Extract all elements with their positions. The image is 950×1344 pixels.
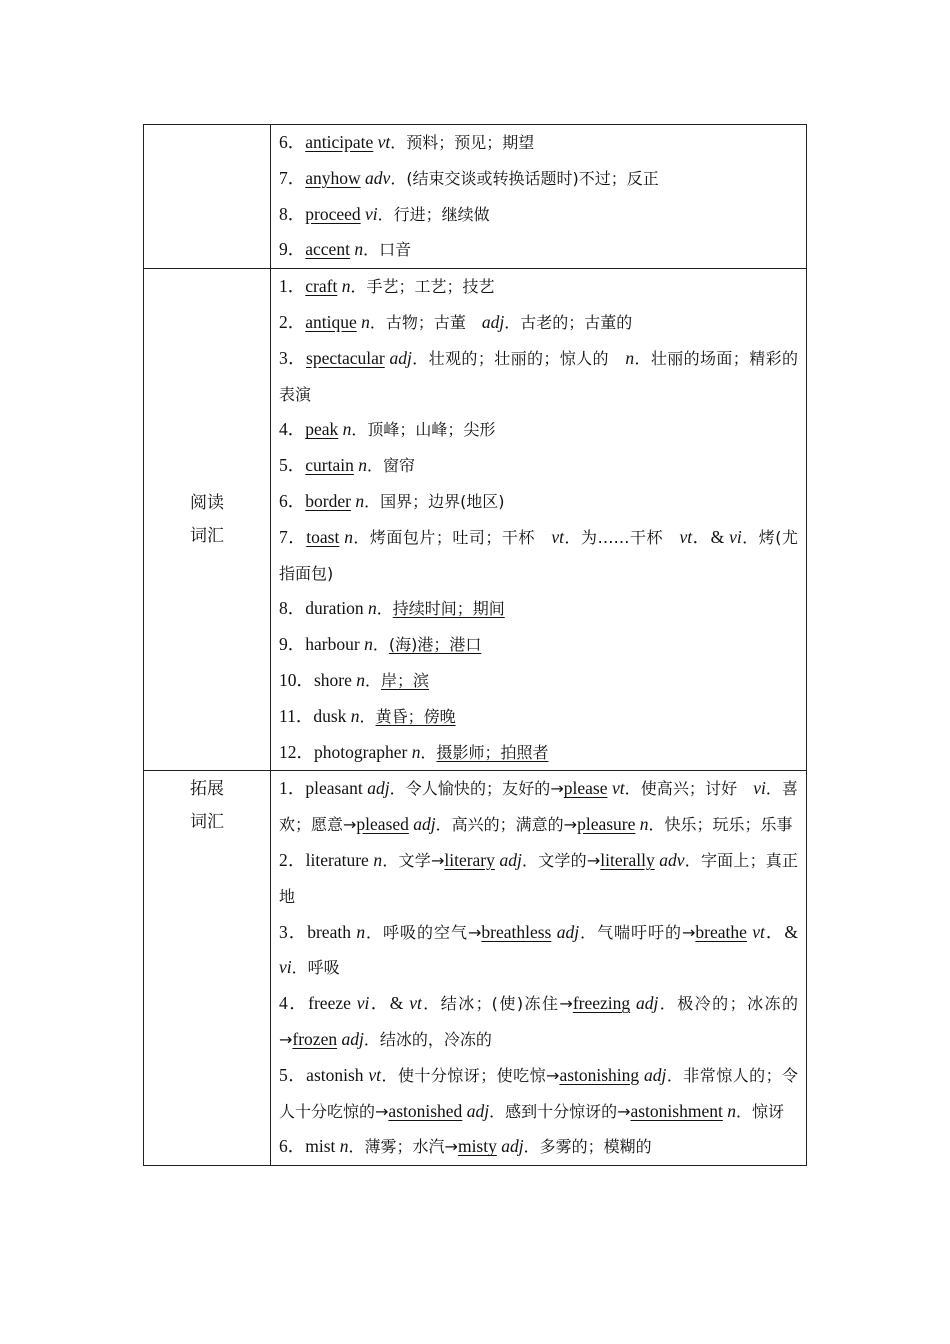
list-item: 5．astonish vt．使十分惊讶；使吃惊→astonishing adj．非常惊人的；令人十分吃惊的→astonished adj．感到十分惊讶的→astonishment n．惊讶	[279, 1064, 799, 1121]
list-item: 6．border n．国界；边界(地区)	[279, 490, 505, 511]
entries-cell	[271, 125, 807, 269]
table-row	[144, 125, 807, 269]
table-row	[144, 269, 807, 771]
category-cell-empty	[144, 125, 271, 269]
list-item: 1．pleasant adj．令人愉快的；友好的→please vt．使高兴；讨好 vi．喜欢；愿意→pleased adj．高兴的；满意的→pleasure n．快乐；玩乐；乐事	[279, 778, 798, 835]
list-item: 12．photographer n．摄影师；拍照者	[279, 741, 549, 762]
list-item: 7．anyhow adv．(结束交谈或转换话题时)不过；反正	[279, 167, 659, 188]
list-item: 8．proceed vi．行进；继续做	[279, 203, 490, 224]
vocabulary-table	[143, 124, 807, 1166]
list-item: 6．anticipate vt．预料；预见；期望	[279, 132, 535, 152]
list-item: 6．mist n．薄雾；水汽→misty adj．多雾的；模糊的	[279, 1136, 652, 1157]
table-row	[144, 771, 807, 1166]
category-cell-extension	[144, 771, 271, 1166]
category-cell-reading	[144, 269, 271, 771]
list-item: 5．curtain n．窗帘	[279, 455, 415, 476]
list-item: 2．literature n．文学→literary adj．文学的→literally adv．字面上；真正地	[279, 849, 798, 906]
category-label: 词汇	[190, 525, 224, 546]
list-item: 8．duration n．持续时间；期间	[279, 598, 505, 619]
entries-cell	[271, 269, 807, 771]
category-label: 词汇	[190, 812, 224, 833]
list-item: 4．peak n．顶峰；山峰；尖形	[279, 419, 496, 440]
category-label: 阅读	[190, 492, 224, 513]
list-item: 1．craft n．手艺；工艺；技艺	[279, 276, 495, 297]
list-item: 9．harbour n．(海)港；港口	[279, 634, 482, 655]
category-label: 拓展	[190, 779, 224, 800]
entries-cell	[271, 771, 807, 1166]
list-item: 11．dusk n．黄昏；傍晚	[279, 705, 456, 726]
list-item: 4．freeze vi．& vt．结冰；(使)冻住→freezing adj．极冷的；冰冻的→frozen adj．结冰的，冷冻的	[279, 993, 798, 1049]
list-item: 10．shore n．岸；滨	[279, 669, 430, 690]
list-item: 3．spectacular adj．壮观的；壮丽的；惊人的 n．壮丽的场面；精彩的表演	[279, 347, 798, 404]
list-item: 2．antique n．古物；古董 adj．古老的；古董的	[279, 311, 633, 332]
list-item: 9．accent n．口音	[279, 239, 412, 260]
list-item: 7．toast n．烤面包片；吐司；干杯 vt．为……干杯 vt．& vi．烤(尤指面包)	[279, 526, 798, 583]
list-item: 3．breath n．呼吸的空气→breathless adj．气喘吁吁的→breathe vt．& vi．呼吸	[279, 921, 798, 978]
